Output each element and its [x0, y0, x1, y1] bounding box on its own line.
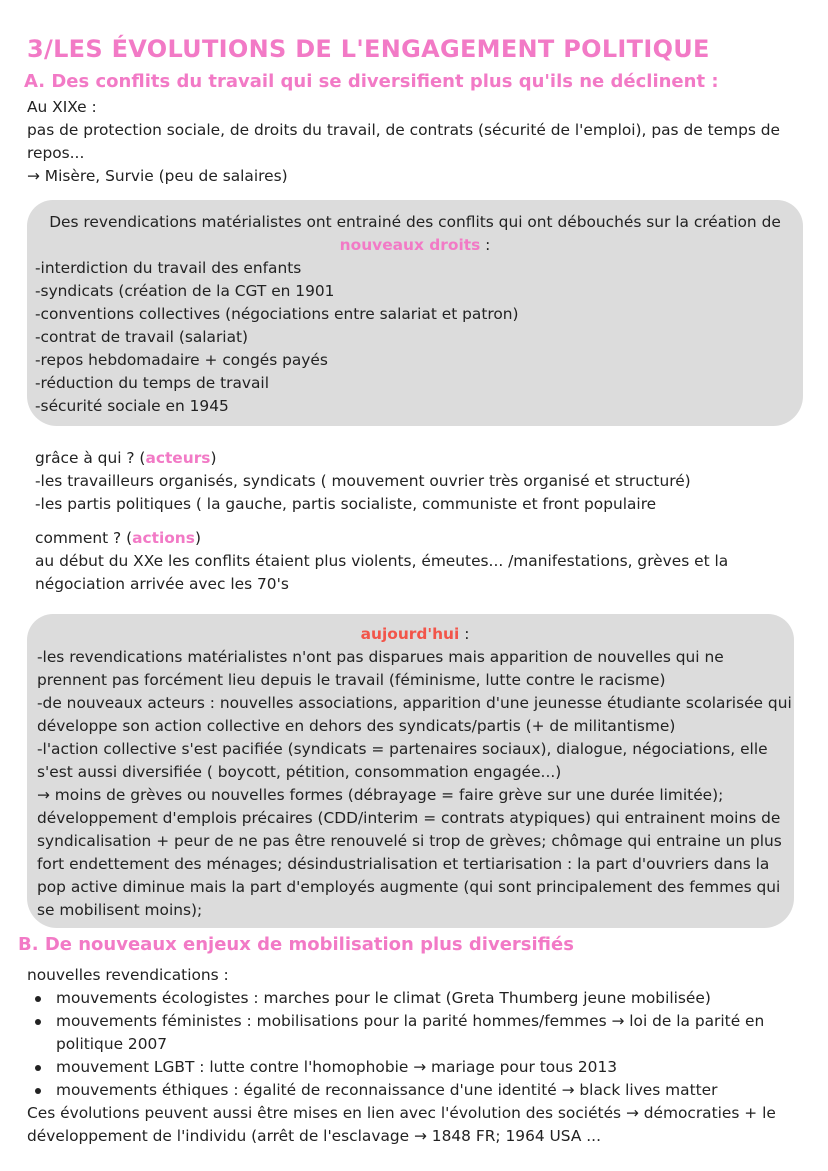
aujourdhui-suffix: : — [459, 625, 470, 643]
list-item: -repos hebdomadaire + congés payés — [35, 351, 328, 369]
actions-line: au début du XXe les conflits étaient plus violents, émeutes... /manifestations, grèves et la — [35, 552, 729, 570]
paragraph-line: -l'action collective s'est pacifiée (syndicats = partenaires sociaux), dialogue, négociations, elle — [37, 740, 768, 758]
intro-line: → Misère, Survie (peu de salaires) — [27, 167, 288, 185]
nouveaux-droits-content — [35, 211, 795, 418]
intro-line: pas de protection sociale, de droits du travail, de contrats (sécurité de l'emploi), pas de temps de — [27, 121, 780, 139]
list-item — [27, 1010, 776, 1056]
bullet-text: mouvement LGBT : lutte contre l'homophobie → mariage pour tous 2013 — [56, 1058, 618, 1076]
aujourdhui-heading: aujourd'hui — [360, 625, 460, 643]
conclusion-line: Ces évolutions peuvent aussi être mises en lien avec l'évolution des sociétés → démocraties + le — [27, 1104, 776, 1122]
section-a-intro — [27, 96, 780, 188]
list-item: -sécurité sociale en 1945 — [35, 397, 229, 415]
paragraph-line: -de nouveaux acteurs : nouvelles associations, apparition d'une jeunesse étudiante scolarisée qui — [37, 694, 792, 712]
list-item: -syndicats (création de la CGT en 1901 — [35, 282, 335, 300]
acteurs-line: -les travailleurs organisés, syndicats ( mouvement ouvrier très organisé et structuré) — [35, 472, 691, 490]
acteurs-line: -les partis politiques ( la gauche, partis socialiste, communiste et front populaire — [35, 495, 657, 513]
acteurs-question — [35, 447, 691, 470]
bullet-icon — [35, 996, 41, 1002]
paragraph-line: développement d'emplois précaires (CDD/interim = contrats atypiques) qui entrainent moins de — [37, 809, 781, 827]
list-item — [27, 1056, 776, 1079]
actions-line: négociation arrivée avec les 70's — [35, 575, 289, 593]
list-item: -réduction du temps de travail — [35, 374, 269, 392]
paragraph-line: prennent pas forcément lieu depuis le travail (féminisme, lutte contre le racisme) — [37, 671, 666, 689]
paragraph-line: se mobilisent moins); — [37, 901, 203, 919]
actions-highlight: actions — [132, 529, 195, 547]
section-b-heading: B. De nouveaux enjeux de mobilisation plus diversifiés — [18, 934, 574, 955]
paragraph-line: s'est aussi diversifiée ( boycott, pétition, consommation engagée...) — [37, 763, 562, 781]
aujourdhui-heading-line — [37, 623, 793, 646]
actions-block — [35, 527, 728, 596]
actions-suffix: ) — [194, 529, 201, 547]
section-b-body — [27, 964, 776, 1148]
actions-prefix: comment ? ( — [35, 529, 133, 547]
bullet-icon — [35, 1065, 41, 1071]
paragraph-line: développe son action collective en dehors des syndicats/partis (+ de militantisme) — [37, 717, 676, 735]
acteurs-prefix: grâce à qui ? ( — [35, 449, 146, 467]
paragraph-line: syndicalisation + peur de ne pas être renouvelé si trop de grèves; chômage qui entraine un plus — [37, 832, 782, 850]
intro-line: repos... — [27, 144, 85, 162]
acteurs-highlight: acteurs — [145, 449, 211, 467]
list-item — [27, 1079, 776, 1102]
section-b-intro: nouvelles revendications : — [27, 966, 229, 984]
acteurs-suffix: ) — [210, 449, 217, 467]
paragraph-line: pop active diminue mais la part d'employés augmente (qui sont principalement des femmes qui — [37, 878, 781, 896]
list-item: -contrat de travail (salariat) — [35, 328, 249, 346]
page-title: 3/LES ÉVOLUTIONS DE L'ENGAGEMENT POLITIQUE — [27, 35, 710, 63]
box1-highlight-line — [35, 234, 795, 257]
intro-line: Au XIXe : — [27, 98, 97, 116]
section-a-heading: A. Des conflits du travail qui se diversifient plus qu'ils ne déclinent : — [24, 71, 719, 92]
revendications-list — [27, 987, 776, 1102]
bullet-text: mouvements féministes : mobilisations pour la parité hommes/femmes → loi de la parité en — [56, 1012, 765, 1030]
bullet-text: mouvements éthiques : égalité de reconnaissance d'une identité → black lives matter — [56, 1081, 718, 1099]
paragraph-line: -les revendications matérialistes n'ont pas disparues mais apparition de nouvelles qui ne — [37, 648, 724, 666]
box1-intro-line: Des revendications matérialistes ont entrainé des conflits qui ont débouchés sur la création de — [49, 213, 781, 231]
list-item — [27, 987, 776, 1010]
bullet-text: politique 2007 — [56, 1035, 168, 1053]
bullet-text: mouvements écologistes : marches pour le climat (Greta Thumberg jeune mobilisée) — [56, 989, 711, 1007]
aujourdhui-content — [37, 623, 793, 922]
conclusion-line: développement de l'individu (arrêt de l'esclavage → 1848 FR; 1964 USA ... — [27, 1127, 601, 1145]
actions-question — [35, 527, 728, 550]
paragraph-line: → moins de grèves ou nouvelles formes (débrayage = faire grève sur une durée limitée); — [37, 786, 724, 804]
list-item: -interdiction du travail des enfants — [35, 259, 302, 277]
nouveaux-droits-highlight: nouveaux droits — [339, 236, 481, 254]
acteurs-block — [35, 447, 691, 516]
bullet-icon — [35, 1019, 41, 1025]
paragraph-line: fort endettement des ménages; désindustrialisation et tertiarisation : la part d'ouvriers dans la — [37, 855, 770, 873]
list-item: -conventions collectives (négociations entre salariat et patron) — [35, 305, 519, 323]
bullet-icon — [35, 1088, 41, 1094]
highlight-suffix: : — [480, 236, 491, 254]
